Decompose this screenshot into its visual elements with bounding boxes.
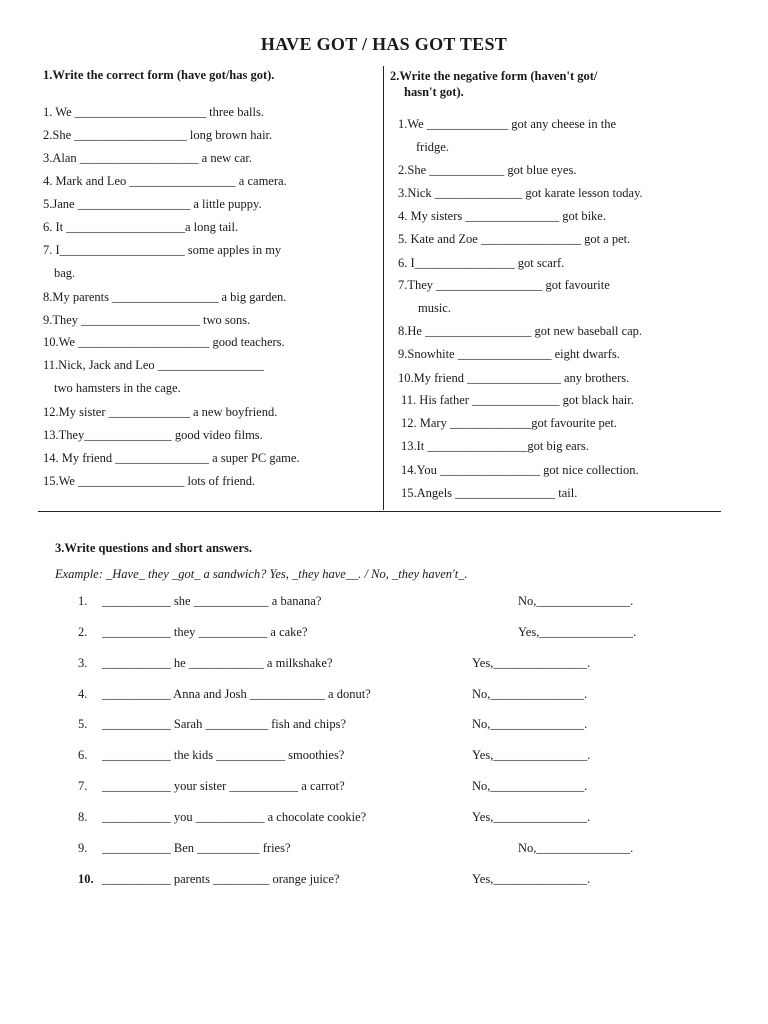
exercise-2-item: 13.It ________________got big ears. xyxy=(401,439,589,453)
question-row xyxy=(0,686,768,702)
question-row xyxy=(0,716,768,732)
exercise-2-item-continued: music. xyxy=(418,301,451,315)
exercise-1-item: 2.She __________________ long brown hair. xyxy=(43,128,273,142)
short-answer: No,_______________. xyxy=(472,687,588,701)
question-number: 1. xyxy=(78,594,88,608)
short-answer: No,_______________. xyxy=(518,594,634,608)
exercise-2-item: 3.Nick ______________ got karate lesson today. xyxy=(398,186,643,200)
short-answer: Yes,_______________. xyxy=(472,810,591,824)
exercise-1-item: 1. We _____________________ three balls. xyxy=(43,105,264,119)
exercise-2-item: 10.My friend _______________ any brothers. xyxy=(398,371,630,385)
exercise-1-item: 7. I____________________ some apples in my xyxy=(43,243,282,257)
exercise-1-item: 13.They______________ good video films. xyxy=(43,428,263,442)
exercise-1-item: 5.Jane __________________ a little puppy. xyxy=(43,197,262,211)
exercise-1-item: 8.My parents _________________ a big garden. xyxy=(43,290,287,304)
question-text: ___________ your sister ___________ a carrot? xyxy=(102,779,345,793)
question-text: ___________ parents _________ orange juice? xyxy=(102,872,340,886)
question-text: ___________ you ___________ a chocolate cookie? xyxy=(102,810,367,824)
exercise-2-item: 7.They _________________ got favourite xyxy=(398,278,610,292)
question-text: ___________ the kids ___________ smoothies? xyxy=(102,748,345,762)
question-text: ___________ they ___________ a cake? xyxy=(102,625,308,639)
exercise-2-item: 2.She ____________ got blue eyes. xyxy=(398,163,577,177)
exercise-1-item-continued: bag. xyxy=(54,266,76,280)
section-3-example: Example: _Have_ they _got_ a sandwich? Yes, _they have__. / No, _they haven't_. xyxy=(55,567,468,581)
question-number: 6. xyxy=(78,748,88,762)
question-number: 5. xyxy=(78,717,88,731)
question-number: 10. xyxy=(78,872,94,886)
question-number: 2. xyxy=(78,625,88,639)
question-row xyxy=(0,840,768,856)
exercise-2-item: 15.Angels ________________ tail. xyxy=(401,486,578,500)
question-row xyxy=(0,809,768,825)
exercise-1-item: 15.We _________________ lots of friend. xyxy=(43,474,256,488)
question-number: 3. xyxy=(78,656,88,670)
exercise-1-item: 11.Nick, Jack and Leo _________________ xyxy=(43,358,265,372)
section-1-heading: 1.Write the correct form (have got/has got). xyxy=(43,68,275,82)
exercise-2-item: 6. I________________ got scarf. xyxy=(398,256,565,270)
exercise-2-item: 11. His father ______________ got black hair. xyxy=(401,393,634,407)
exercise-2-item: 12. Mary _____________got favourite pet. xyxy=(401,416,617,430)
question-number: 9. xyxy=(78,841,88,855)
short-answer: No,_______________. xyxy=(518,841,634,855)
exercise-1-item: 10.We _____________________ good teachers. xyxy=(43,335,285,349)
question-text: ___________ Ben __________ fries? xyxy=(102,841,291,855)
short-answer: Yes,_______________. xyxy=(472,872,591,886)
section-divider xyxy=(38,511,721,512)
exercise-1-item: 6. It ___________________a long tail. xyxy=(43,220,239,234)
section-2-heading-continued: hasn't got). xyxy=(404,85,464,99)
exercise-2-item: 14.You ________________ got nice collection. xyxy=(401,463,639,477)
question-number: 4. xyxy=(78,687,88,701)
question-row xyxy=(0,593,768,609)
short-answer: No,_______________. xyxy=(472,717,588,731)
question-row xyxy=(0,778,768,794)
section-3-heading: 3.Write questions and short answers. xyxy=(55,541,253,555)
exercise-1-item-continued: two hamsters in the cage. xyxy=(54,381,181,395)
column-divider xyxy=(383,66,384,510)
question-row xyxy=(0,624,768,640)
question-row xyxy=(0,871,768,887)
short-answer: No,_______________. xyxy=(472,779,588,793)
question-text: ___________ Anna and Josh ____________ a donut? xyxy=(102,687,371,701)
exercise-2-item: 1.We _____________ got any cheese in the xyxy=(398,117,617,131)
worksheet-title: HAVE GOT / HAS GOT TEST xyxy=(260,34,508,54)
question-text: ___________ she ____________ a banana? xyxy=(102,594,322,608)
exercise-2-item: 8.He _________________ got new baseball cap. xyxy=(398,324,643,338)
question-row xyxy=(0,747,768,763)
section-2-heading: 2.Write the negative form (haven't got/ xyxy=(390,69,598,83)
exercise-2-item-continued: fridge. xyxy=(416,140,449,154)
short-answer: Yes,_______________. xyxy=(472,656,591,670)
exercise-1-item: 14. My friend _______________ a super PC game. xyxy=(43,451,300,465)
question-row xyxy=(0,655,768,671)
exercise-1-item: 3.Alan ___________________ a new car. xyxy=(43,151,252,165)
exercise-2-item: 4. My sisters _______________ got bike. xyxy=(398,209,606,223)
exercise-2-item: 5. Kate and Zoe ________________ got a pet. xyxy=(398,232,631,246)
exercise-1-item: 9.They ___________________ two sons. xyxy=(43,313,251,327)
question-number: 8. xyxy=(78,810,88,824)
question-text: ___________ he ____________ a milkshake? xyxy=(102,656,333,670)
question-text: ___________ Sarah __________ fish and chips? xyxy=(102,717,347,731)
exercise-1-item: 4. Mark and Leo _________________ a camera. xyxy=(43,174,287,188)
question-number: 7. xyxy=(78,779,88,793)
exercise-2-item: 9.Snowhite _______________ eight dwarfs. xyxy=(398,347,620,361)
short-answer: Yes,_______________. xyxy=(518,625,637,639)
short-answer: Yes,_______________. xyxy=(472,748,591,762)
exercise-1-item: 12.My sister _____________ a new boyfriend. xyxy=(43,405,278,419)
